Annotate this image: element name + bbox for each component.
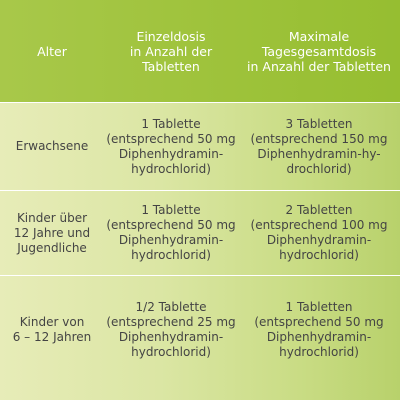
table-row: [0, 275, 400, 384]
row-age: Kinder von 6 – 12 Jahren: [12, 315, 92, 344]
table-row: [0, 190, 400, 275]
row-max-dose: 3 Tabletten (entsprechend 150 mg Diphenhydramin-hy- drochlorid): [250, 116, 388, 176]
table-row: [0, 102, 400, 190]
row-single-dose: 1/2 Tablette (entsprechend 25 mg Diphenhydramin- hydrochlorid): [106, 300, 236, 359]
row-single-dose: 1 Tablette (entsprechend 50 mg Diphenhydramin- hydrochlorid): [106, 116, 236, 176]
row-single-dose: 1 Tablette (entsprechend 50 mg Diphenhydramin- hydrochlorid): [106, 203, 236, 262]
header-max-daily-dose: Maximale Tagesgesamtdosis in Anzahl der Tabletten: [247, 28, 391, 74]
header-age: Alter: [37, 43, 67, 59]
row-max-dose: 2 Tabletten (entsprechend 100 mg Diphenhydramin- hydrochlorid): [250, 203, 388, 262]
row-age: Kinder über 12 Jahre und Jugendliche: [13, 210, 91, 255]
row-age: Erwachsene: [15, 139, 89, 153]
row-max-dose: 1 Tabletten (entsprechend 50 mg Diphenhydramin- hydrochlorid): [254, 300, 384, 359]
header-single-dose: Einzeldosis in Anzahl der Tabletten: [129, 28, 213, 74]
table-header: [0, 0, 400, 102]
